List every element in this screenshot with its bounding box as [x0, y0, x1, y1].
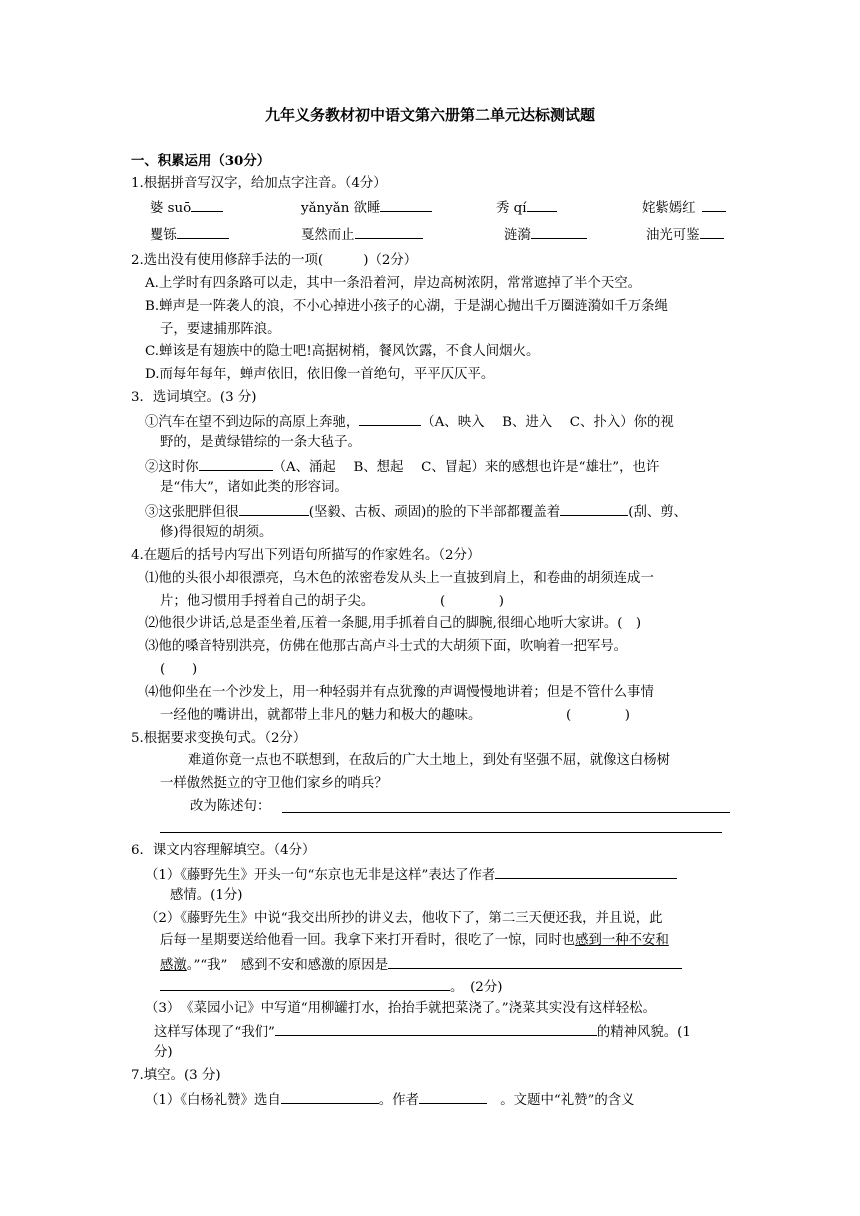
- q4-answer-paren: ( ): [440, 594, 505, 609]
- q2-option-d: D.而每年每年，蝉声依旧，依旧像一首绝句，平平仄仄平。: [145, 367, 495, 382]
- q3-item-3: ③这张肥胖但很 (坚毅、古板、顽固)的脸的下半部都覆盖着 (刮、剪、: [145, 501, 687, 523]
- q1-item: 婆 suō: [150, 197, 223, 219]
- q6-prompt: 6．课文内容理解填空。（4分）: [131, 843, 316, 858]
- q1-item: 戛然而止: [301, 224, 423, 246]
- q4-item-3: ⑶他的嗓音特别洪亮，仿佛在他那古高卢斗士式的大胡须下面，吹响着一把军号。: [145, 639, 628, 654]
- page-title: 九年义务教材初中语文第六册第二单元达标测试题: [264, 106, 595, 124]
- q6-item-2-end: 。 (2分): [160, 976, 502, 998]
- q5-answer-line: [282, 812, 730, 813]
- section-heading: 一、积累运用（30分）: [131, 153, 271, 169]
- q2-prompt: 2.选出没有使用修辞手法的一项( )（2分）: [131, 253, 418, 268]
- q6-item-3-cont: 这样写体现了“我们” 的精神风貌。(1: [154, 1021, 691, 1043]
- q6-item-3-end: 分): [154, 1045, 173, 1060]
- q3-prompt: 3．选词填空。(3 分): [131, 390, 257, 405]
- q6-item-2-cont: 后每一星期要送给他看一回。我拿下来打开看时，很吃了一惊，同时也感到一种不安和: [160, 933, 669, 948]
- q6-item-3: （3） 《菜园小记》中写道“用柳罐打水，抬抬手就把菜浇了。”浇菜其实没有这样轻松。: [145, 1001, 656, 1016]
- q3-item-3-cont: 修)得很短的胡须。: [160, 525, 273, 540]
- q3-item-2: ②这时你 （A、涌起 B、想起 C、冒起）来的感想也许是“雄壮”，也许: [145, 456, 659, 478]
- q4-item-2: ⑵他很少讲话,总是歪坐着,压着一条腿,用手抓着自己的脚腕,很细心地听大家讲。( ): [145, 616, 642, 631]
- q7-item-1: （1）《白杨礼赞》选自 。作者 。文题中“礼赞”的含义: [145, 1089, 635, 1111]
- q2-option-b: B.蝉声是一阵袭人的浪，不小心掉进小孩子的心湖，于是湖心抛出千万圈涟漪如千万条绳: [145, 299, 668, 314]
- q5-answer-label: 改为陈述句：: [190, 799, 271, 814]
- q4-item-1-cont: 片；他习惯用手捋着自己的胡子尖。: [160, 594, 375, 609]
- q3-item-2-cont: 是“伟大”，诸如此类的形容词。: [160, 480, 348, 495]
- q5-answer-line: [160, 832, 722, 833]
- q3-item-1-cont: 野的，是黄绿错综的一条大毡子。: [160, 435, 361, 450]
- q2-option-c: C.蝉该是有翅族中的隐士吧!高据树梢，餐风饮露，不食人间烟火。: [145, 344, 540, 359]
- q7-prompt: 7.填空。(3 分): [131, 1068, 221, 1083]
- q4-item-3-paren: ( ): [160, 662, 198, 677]
- q6-item-2-cont: 感激。”“我” 感到不安和感激的原因是: [160, 954, 682, 976]
- q4-item-4-cont: 一经他的嘴讲出，就都带上非凡的魅力和极大的趣味。: [160, 708, 482, 723]
- q4-prompt: 4.在题后的括号内写出下列语句所描写的作家姓名。（2分）: [131, 548, 481, 563]
- q6-item-2: （2）《藤野先生》中说“我交出所抄的讲义去，他收下了，第二三天便还我，并且说，此: [145, 911, 663, 926]
- q4-item-4: ⑷他仰坐在一个沙发上，用一种轻弱并有点犹豫的声调慢慢地讲着；但是不管什么事情: [145, 685, 654, 700]
- q6-item-1: （1）《藤野先生》开头一句“东京也无非是这样”表达了作者: [145, 864, 677, 886]
- q1-item: 涟漪: [504, 224, 587, 246]
- q5-sentence-cont: 一样傲然挺立的守卫他们家乡的哨兵？: [160, 776, 388, 791]
- q1-item: 矍铄: [150, 224, 229, 246]
- q4-item-1: ⑴他的头很小却很漂亮，乌木色的浓密卷发从头上一直披到肩上，和卷曲的胡须连成一: [145, 571, 654, 586]
- q1-item: yǎnyǎn 欲睡: [301, 197, 432, 219]
- q4-answer-paren: ( ): [566, 708, 631, 723]
- q3-item-1: ①汽车在望不到边际的高原上奔驰， （A、映入 B、进入 C、扑入）你的视: [145, 411, 674, 433]
- q2-option-a: A.上学时有四条路可以走，其中一条沿着河，岸边高树浓阴，常常遮掉了半个天空。: [145, 276, 641, 291]
- q1-item: 姹紫嫣红: [642, 197, 726, 219]
- q1-prompt: 1.根据拼音写汉字，给加点字注音。（4分）: [131, 176, 387, 191]
- q1-item: 油光可鉴: [646, 224, 724, 246]
- q1-item: 秀 qí: [496, 197, 557, 219]
- q5-prompt: 5.根据要求变换句式。（2分）: [131, 731, 307, 746]
- q5-sentence: 难道你竟一点也不联想到，在敌后的广大土地上，到处有坚强不屈，就像这白杨树: [188, 753, 671, 768]
- q2-option-b-cont: 子，要逮捕那阵浪。: [160, 322, 281, 337]
- q6-item-1-cont: 感情。(1分): [170, 888, 243, 903]
